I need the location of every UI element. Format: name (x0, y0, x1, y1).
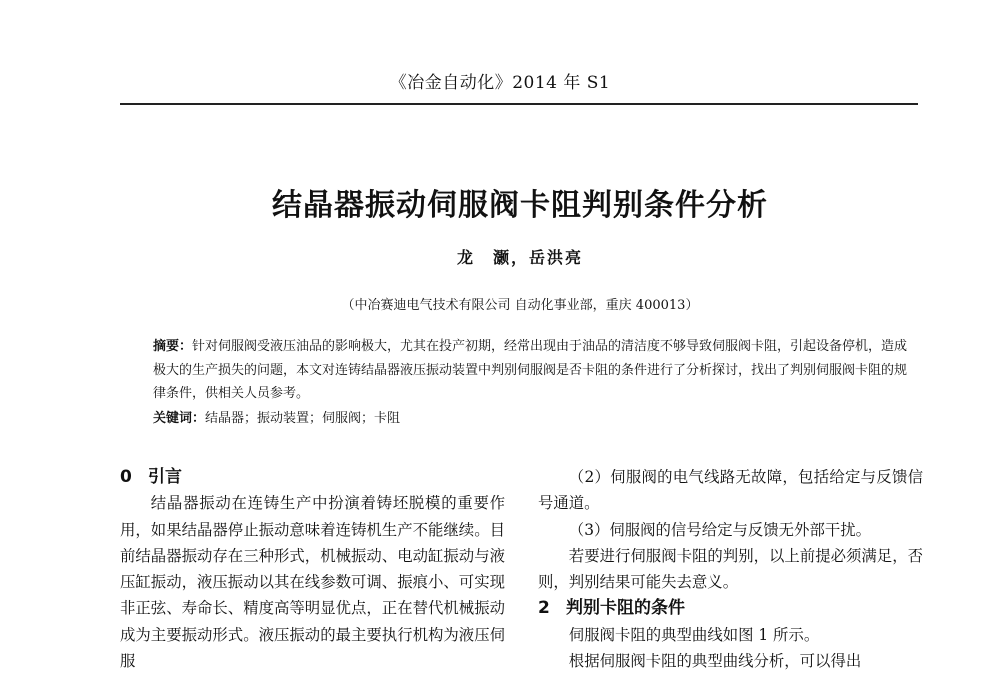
condition-item-2: （2）伺服阀的电气线路无故障，包括给定与反馈信号通道。 (538, 468, 923, 513)
section-2-number: 2 (538, 598, 550, 619)
journal-header: 《冶金自动化》2014 年 S1 (389, 73, 611, 93)
figure-reference-paragraph: 伺服阀卡阻的典型曲线如图 1 所示。 (568, 625, 820, 644)
abstract-label: 摘要： (153, 339, 193, 354)
condition-item-3: （3）伺服阀的信号给定与反馈无外部干扰。 (568, 520, 872, 539)
left-column (120, 464, 505, 674)
section-0-title: 引言 (148, 467, 182, 487)
right-column (538, 464, 923, 674)
authors: 龙 灏，岳洪亮 (456, 248, 583, 267)
header-rule (120, 103, 918, 105)
section-0-number: 0 (120, 467, 132, 487)
section-2-title: 判别卡阻的条件 (566, 598, 685, 619)
premise-paragraph: 若要进行伺服阀卡阻的判别，以上前提必须满足，否则，判别结果可能失去意义。 (538, 546, 923, 592)
affiliation: （中冶赛迪电气技术有限公司 自动化事业部，重庆 400013） (341, 298, 699, 313)
keywords-text: 结晶器；振动装置；伺服阀；卡阻 (205, 411, 401, 426)
abstract-text: 针对伺服阀受液压油品的影响极大，尤其在投产初期，经常出现由于油品的清洁度不够导致伺服阀卡阻，引起设备停机，造成极大的生产损失的问题，本文对连铸结晶器液压振动装置中判别伺服阀是否卡阻的条件进行了分析探讨，找出了判别伺服阀卡阻的规律条件，供相关人员参考。 (153, 339, 908, 401)
paper-title: 结晶器振动伺服阀卡阻判别条件分析 (272, 188, 768, 223)
section-2-heading (538, 595, 923, 621)
keywords-label: 关键词： (153, 411, 206, 426)
intro-paragraph: 结晶器振动在连铸生产中扮演着铸坯脱模的重要作用，如果结晶器停止振动意味着连铸机生产不能继续。目前结晶器振动存在三种形式，机械振动、电动缸振动与液压缸振动，液压振动以其在线参数可调、振痕小、可实现非正弦、寿命长、精度高等明显优点，正在替代机械振动成为主要振动形式。液压振动的最主要执行机构为液压伺服 (120, 494, 505, 671)
section-0-heading (120, 464, 505, 490)
analysis-paragraph: 根据伺服阀卡阻的典型曲线分析，可以得出 (568, 652, 862, 671)
keywords (153, 409, 913, 429)
abstract (153, 335, 913, 406)
